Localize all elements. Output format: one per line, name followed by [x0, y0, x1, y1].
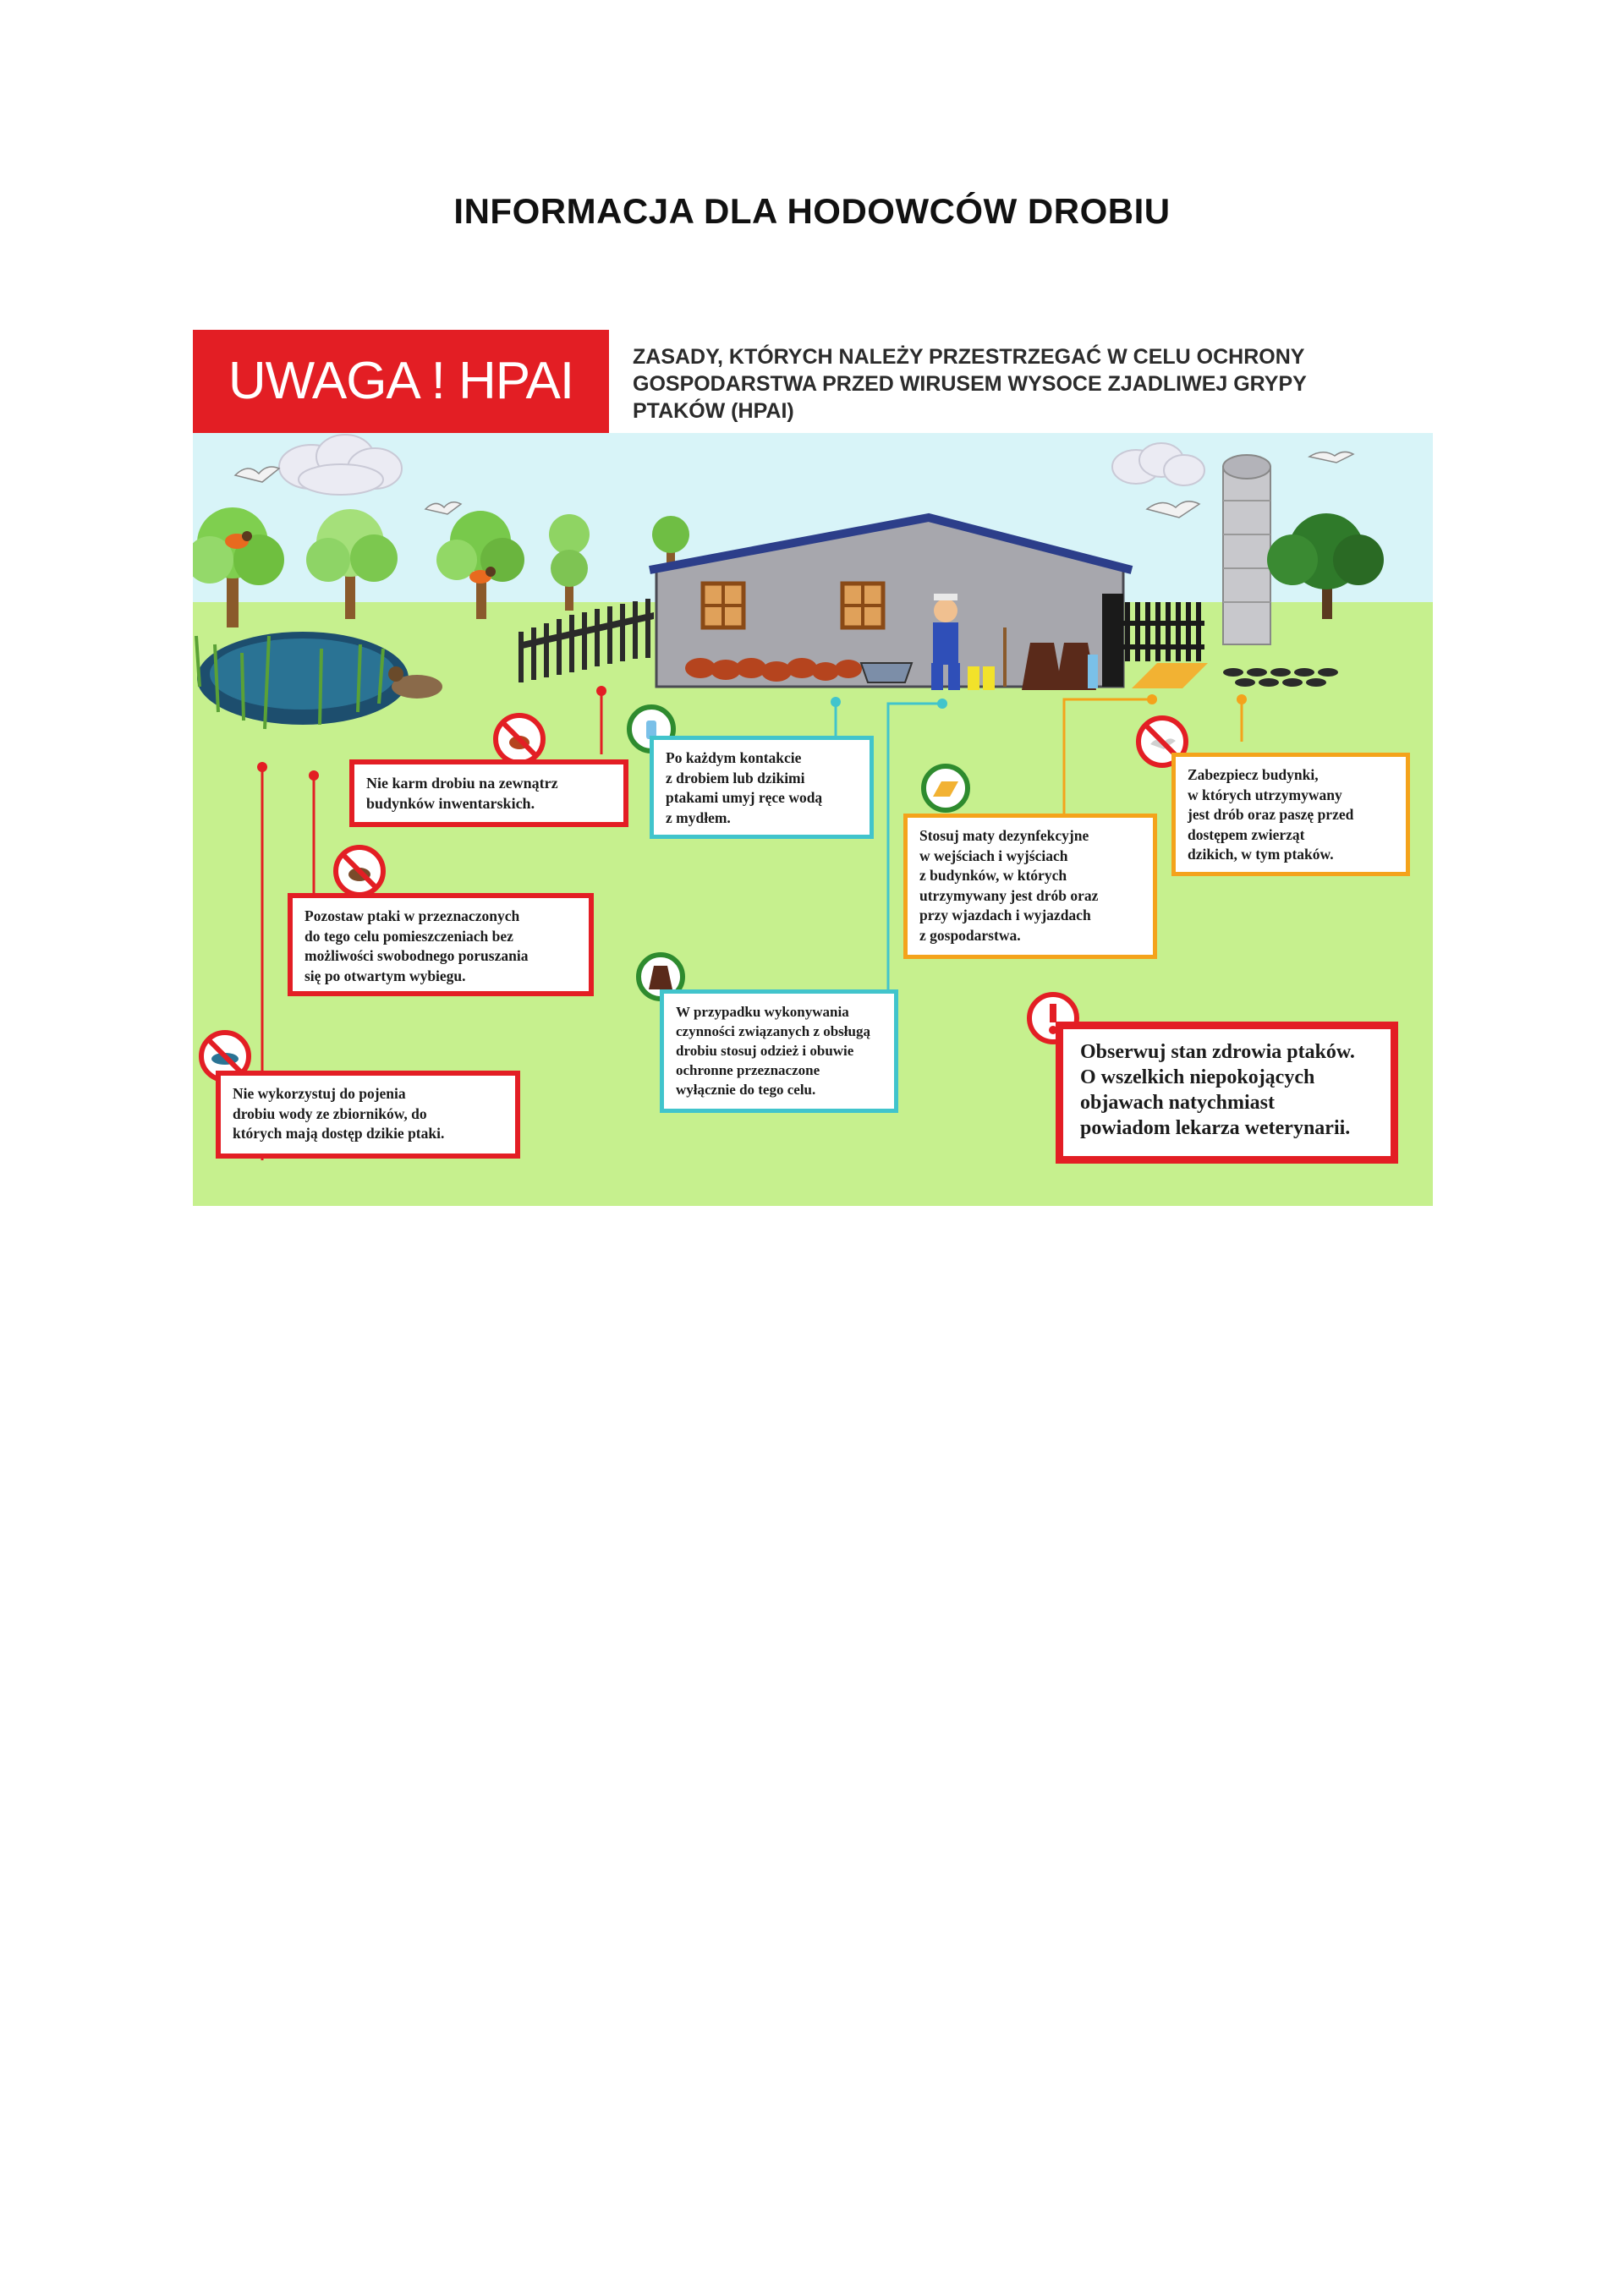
page-title: INFORMACJA DLA HODOWCÓW DROBIU: [453, 191, 1171, 231]
hpai-poster: [193, 330, 1433, 1206]
rule-disinfection-mats: Stosuj maty dezynfekcyjne w wejściach i wyjściach z budynków, w których utrzymywany jest drób oraz przy wjazdach i wyjazdach z gospodarstwa.: [903, 814, 1157, 959]
rule-secure-buildings: Zabezpiecz budynki, w których utrzymywany jest drób oraz paszę przed dostępem zwierząt dzikich, w tym ptaków.: [1171, 753, 1410, 876]
spray-bottle-icon: [1088, 655, 1098, 688]
silo-icon: [1223, 455, 1270, 644]
rule-protective-clothing: W przypadku wykonywania czynności związanych z obsługą drobiu stosuj odzież i obuwie ochronne przeznaczone wyłącznie do tego celu.: [660, 989, 898, 1113]
no-feeding-icon: [496, 715, 543, 763]
no-free-range-icon: [336, 847, 383, 895]
poster-header-line: GOSPODARSTWA PRZED WIRUSEM WYSOCE ZJADLIWEJ GRYPY: [633, 372, 1307, 396]
rule-wash-hands: Po każdym kontakcie z drobiem lub dzikimi ptakami umyj ręce wodą z mydłem.: [650, 736, 874, 839]
rule-no-outdoor-feeding: Nie karm drobiu na zewnątrz budynków inwentarskich.: [349, 759, 628, 827]
rule-observe-health: Obserwuj stan zdrowia ptaków. O wszelkich niepokojących objawach natychmiast powiadom lekarza weterynarii.: [1056, 1022, 1398, 1164]
rule-keep-indoors: Pozostaw ptaki w przeznaczonych do tego celu pomieszczeniach bez możliwości swobodnego poruszania się po otwartym wybiegu.: [288, 893, 594, 996]
rule-no-pond-water: Nie wykorzystuj do pojenia drobiu wody ze zbiorników, do których mają dostęp dzikie ptaki.: [216, 1071, 520, 1159]
poster-header-line: PTAKÓW (HPAI): [633, 399, 794, 423]
poster-header: [633, 343, 1419, 425]
disinfection-mat-icon: [924, 766, 968, 810]
poster-header-line: ZASADY, KTÓRYCH NALEŻY PRZESTRZEGAĆ W CELU OCHRONY: [633, 345, 1305, 369]
feeder-icon: [861, 663, 912, 682]
warning-banner: UWAGA ! HPAI: [193, 330, 609, 433]
